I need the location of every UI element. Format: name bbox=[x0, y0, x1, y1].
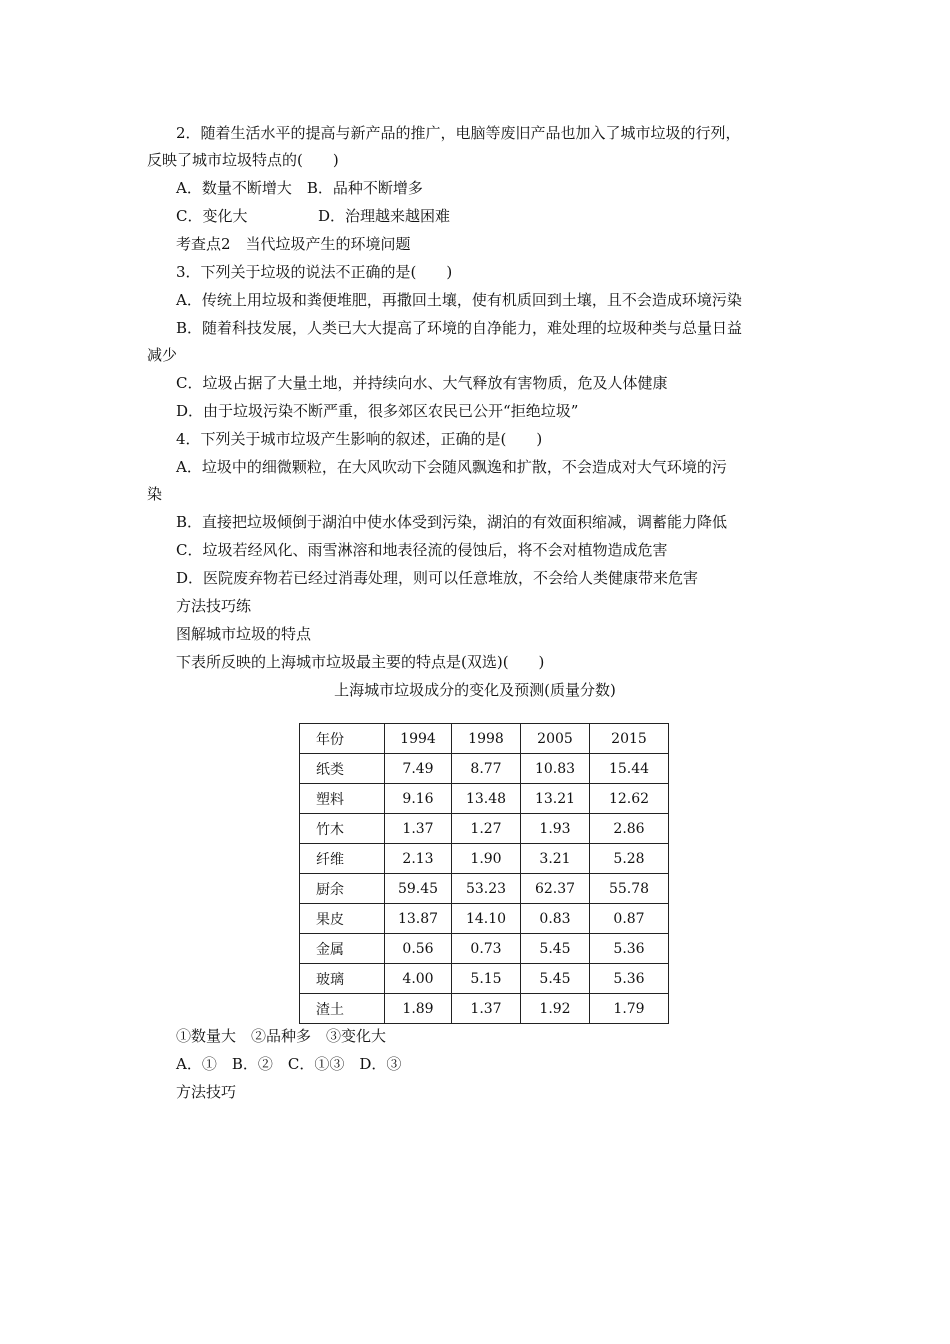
table-row bbox=[300, 814, 669, 844]
table-row-label: 纤维 bbox=[300, 844, 385, 874]
table-cell: 8.77 bbox=[452, 754, 521, 784]
table-cell: 5.45 bbox=[521, 964, 590, 994]
q3-option-a: A．传统上用垃圾和粪便堆肥，再撒回土壤，使有机质回到土壤，且不会造成环境污染 bbox=[176, 291, 742, 309]
q2-stem-line1: 2．随着生活水平的提高与新产品的推广，电脑等废旧产品也加入了城市垃圾的行列， bbox=[176, 124, 741, 142]
table-header-cell: 2015 bbox=[590, 724, 669, 754]
table-row bbox=[300, 784, 669, 814]
table-row-label: 塑料 bbox=[300, 784, 385, 814]
q5-options: A．① B．② C．①③ D．③ bbox=[176, 1055, 402, 1073]
table-cell: 1.79 bbox=[590, 994, 669, 1024]
table-cell: 9.16 bbox=[385, 784, 452, 814]
table-cell: 13.21 bbox=[521, 784, 590, 814]
table-cell: 1.93 bbox=[521, 814, 590, 844]
table-row bbox=[300, 844, 669, 874]
table-row-label: 竹木 bbox=[300, 814, 385, 844]
table-cell: 1.92 bbox=[521, 994, 590, 1024]
table-cell: 3.21 bbox=[521, 844, 590, 874]
table-cell: 14.10 bbox=[452, 904, 521, 934]
table-cell: 2.13 bbox=[385, 844, 452, 874]
table-cell: 2.86 bbox=[590, 814, 669, 844]
q3-option-b-line2: 减少 bbox=[147, 346, 178, 364]
table-row bbox=[300, 904, 669, 934]
table-cell: 55.78 bbox=[590, 874, 669, 904]
table-cell: 5.45 bbox=[521, 934, 590, 964]
q3-option-d: D．由于垃圾污染不断严重，很多郊区农民已公开“拒绝垃圾” bbox=[176, 402, 579, 420]
table-caption: 上海城市垃圾成分的变化及预测(质量分数) bbox=[334, 681, 616, 699]
table-cell: 15.44 bbox=[590, 754, 669, 784]
table-cell: 7.49 bbox=[385, 754, 452, 784]
q4-option-b: B．直接把垃圾倾倒于湖泊中使水体受到污染，湖泊的有效面积缩减，调蓄能力降低 bbox=[176, 513, 728, 531]
q2-option-d: D．治理越来越困难 bbox=[318, 207, 451, 225]
table-cell: 5.28 bbox=[590, 844, 669, 874]
table-row bbox=[300, 754, 669, 784]
table-cell: 5.15 bbox=[452, 964, 521, 994]
table-row bbox=[300, 934, 669, 964]
table-row-label: 果皮 bbox=[300, 904, 385, 934]
q4-option-d: D．医院废弃物若已经过消毒处理，则可以任意堆放，不会给人类健康带来危害 bbox=[176, 569, 699, 587]
table-row-label: 金属 bbox=[300, 934, 385, 964]
q5-stem: 下表所反映的上海城市垃圾最主要的特点是(双选)( ) bbox=[176, 653, 545, 671]
table-row-label: 纸类 bbox=[300, 754, 385, 784]
table-cell: 1.27 bbox=[452, 814, 521, 844]
table-cell: 1.37 bbox=[385, 814, 452, 844]
method-subsection-heading: 图解城市垃圾的特点 bbox=[176, 625, 312, 643]
table-cell: 0.87 bbox=[590, 904, 669, 934]
table-header-row bbox=[300, 724, 669, 754]
table-cell: 53.23 bbox=[452, 874, 521, 904]
table-row-label: 厨余 bbox=[300, 874, 385, 904]
table-header-cell: 年份 bbox=[300, 724, 385, 754]
table-cell: 1.90 bbox=[452, 844, 521, 874]
table-cell: 59.45 bbox=[385, 874, 452, 904]
table-cell: 1.37 bbox=[452, 994, 521, 1024]
table-row bbox=[300, 994, 669, 1024]
q2-stem-line2: 反映了城市垃圾特点的( ) bbox=[147, 151, 339, 169]
garbage-composition-table bbox=[299, 723, 669, 1024]
q3-option-c: C．垃圾占据了大量土地，并持续向水、大气释放有害物质，危及人体健康 bbox=[176, 374, 668, 392]
table-cell: 13.87 bbox=[385, 904, 452, 934]
q4-option-c: C．垃圾若经风化、雨雪淋溶和地表径流的侵蚀后，将不会对植物造成危害 bbox=[176, 541, 668, 559]
q4-option-a-line1: A．垃圾中的细微颗粒，在大风吹动下会随风飘逸和扩散，不会造成对大气环境的污 bbox=[176, 458, 727, 476]
q2-option-ab: A．数量不断增大 B．品种不断增多 bbox=[176, 179, 423, 197]
q4-option-a-line2: 染 bbox=[147, 485, 163, 503]
table-row-label: 渣土 bbox=[300, 994, 385, 1024]
table-cell: 10.83 bbox=[521, 754, 590, 784]
q5-choices: ①数量大 ②品种多 ③变化大 bbox=[176, 1027, 387, 1045]
table-cell: 13.48 bbox=[452, 784, 521, 814]
q2-option-c: C．变化大 bbox=[176, 207, 248, 225]
table-row bbox=[300, 964, 669, 994]
table-header-cell: 1998 bbox=[452, 724, 521, 754]
table-cell: 0.56 bbox=[385, 934, 452, 964]
q4-stem: 4．下列关于城市垃圾产生影响的叙述，正确的是( ) bbox=[176, 430, 543, 448]
q3-stem: 3．下列关于垃圾的说法不正确的是( ) bbox=[176, 263, 453, 281]
point2-heading: 考查点2 当代垃圾产生的环境问题 bbox=[176, 235, 411, 253]
table-cell: 62.37 bbox=[521, 874, 590, 904]
method-section-heading: 方法技巧练 bbox=[176, 597, 252, 615]
tip-section-heading: 方法技巧 bbox=[176, 1083, 237, 1101]
table-cell: 5.36 bbox=[590, 934, 669, 964]
table-cell: 0.83 bbox=[521, 904, 590, 934]
q3-option-b-line1: B．随着科技发展，人类已大大提高了环境的自净能力，难处理的垃圾种类与总量日益 bbox=[176, 319, 743, 337]
table-cell: 5.36 bbox=[590, 964, 669, 994]
table-cell: 12.62 bbox=[590, 784, 669, 814]
table-row bbox=[300, 874, 669, 904]
table-cell: 4.00 bbox=[385, 964, 452, 994]
table-cell: 0.73 bbox=[452, 934, 521, 964]
table-row-label: 玻璃 bbox=[300, 964, 385, 994]
table-header-cell: 1994 bbox=[385, 724, 452, 754]
table-header-cell: 2005 bbox=[521, 724, 590, 754]
table-cell: 1.89 bbox=[385, 994, 452, 1024]
